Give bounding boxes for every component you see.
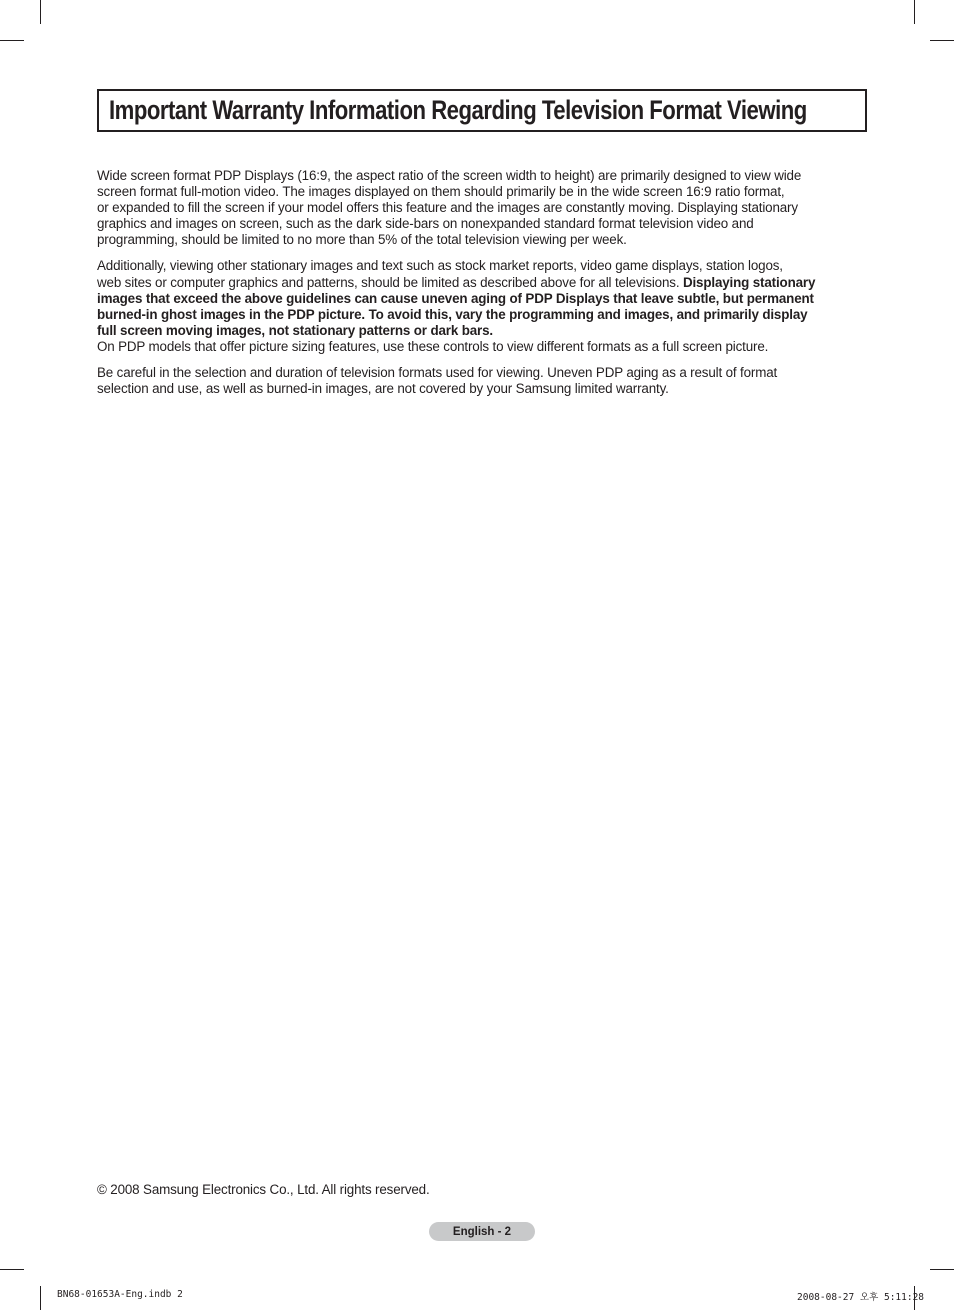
title-box	[97, 89, 867, 132]
text-line: Wide screen format PDP Displays (16:9, the aspect ratio of the screen width to height) are primarily designed to view wide	[97, 168, 802, 183]
text-segment: web sites or computer graphics and patterns, should be limited as described above for all televisions.	[97, 274, 683, 290]
warning-text: Displaying stationary	[682, 274, 816, 290]
warning-text: burned-in ghost images in the PDP picture. To avoid this, vary the programming and images, and primarily display	[97, 306, 808, 322]
copyright-notice: © 2008 Samsung Electronics Co., Ltd. All rights reserved.	[97, 1182, 430, 1197]
crop-mark	[40, 1286, 41, 1310]
text-line: programming, should be limited to no more than 5% of the total television viewing per week.	[97, 232, 627, 248]
text-line: Be careful in the selection and duration of television formats used for viewing. Uneven PDP aging as a result of format	[97, 365, 778, 381]
page-title: Important Warranty Information Regarding Television Format Viewing	[109, 95, 807, 125]
crop-mark	[0, 1269, 24, 1270]
paragraph-2	[97, 258, 859, 355]
crop-mark	[0, 40, 24, 41]
text-line: selection and use, as well as burned-in images, are not covered by your Samsung limited warranty.	[97, 381, 669, 397]
print-slug-timestamp: 2008-08-27 오후 5:11:28	[797, 1292, 925, 1303]
crop-mark	[930, 40, 954, 41]
text-line: On PDP models that offer picture sizing features, use these controls to view different formats as a full screen picture.	[97, 338, 769, 354]
body-text	[97, 168, 859, 407]
warning-text: full screen moving images, not stationary patterns or dark bars.	[97, 322, 493, 338]
warning-text: images that exceed the above guidelines can cause uneven aging of PDP Displays that leave subtle, but permanent	[97, 290, 814, 306]
text-line	[97, 275, 859, 291]
crop-mark	[930, 1269, 954, 1270]
text-line: graphics and images on screen, such as the dark side-bars on nonexpanded standard format television video and	[97, 216, 754, 232]
text-line: or expanded to fill the screen if your model offers this feature and the images are constantly moving. Displaying stationary	[97, 200, 798, 216]
print-slug-file: BN68-01653A-Eng.indb 2	[57, 1289, 183, 1300]
text-line: screen format full-motion video. The images displayed on them should primarily be in the wide screen 16:9 ratio format,	[97, 184, 785, 200]
crop-mark	[914, 0, 915, 24]
text-line: Additionally, viewing other stationary images and text such as stock market reports, video game displays, station logos,	[97, 258, 783, 274]
page-number: English - 2	[452, 1225, 512, 1238]
paragraph-1	[97, 168, 859, 248]
crop-mark	[40, 0, 41, 24]
page-number-badge	[429, 1222, 535, 1241]
paragraph-3	[97, 365, 859, 397]
